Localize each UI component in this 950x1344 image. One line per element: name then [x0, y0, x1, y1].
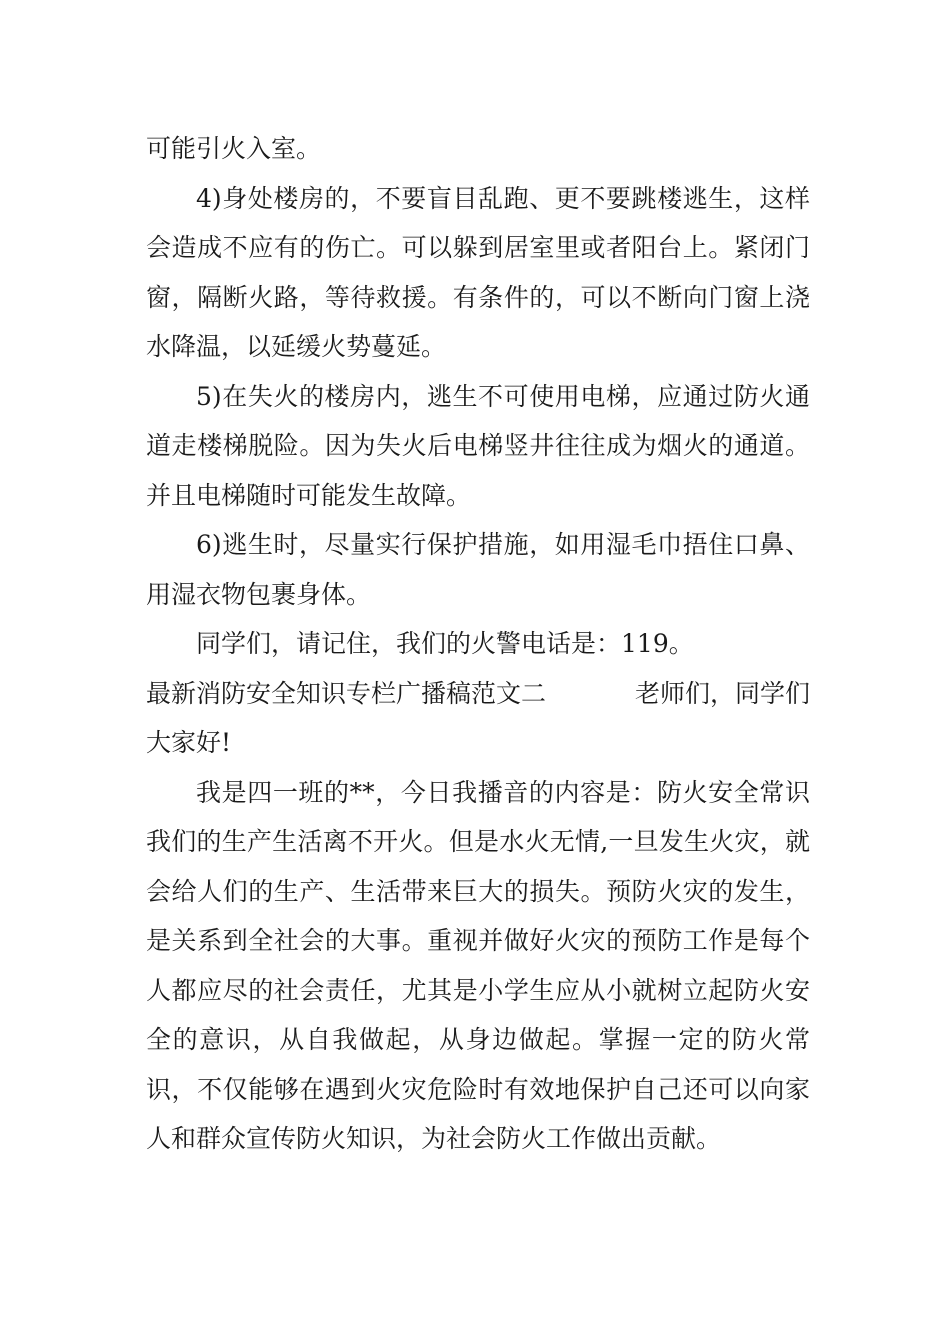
paragraph-continuation: 可能引火入室。: [146, 134, 322, 163]
section-heading-line: [146, 669, 810, 719]
paragraph-fire-phone: 同学们，请记住，我们的火警电话是：119。: [196, 629, 694, 658]
greeting-start: 老师们，同学们: [634, 678, 810, 708]
document-page: [146, 124, 810, 1164]
paragraph-item-4: 4)身处楼房的，不要盲目乱跑、更不要跳楼逃生，这样会造成不应有的伤亡。可以躲到居室里或者阳台上。紧闭门窗，隔断火路，等待救援。有条件的，可以不断向门窗上浇水降温，以延缓火势蔓延。: [146, 183, 810, 361]
greeting-end: 大家好!: [146, 728, 232, 757]
paragraph-item-5: 5)在失火的楼房内，逃生不可使用电梯，应通过防火通道走楼梯脱险。因为失火后电梯竖井往往成为烟火的通道。并且电梯随时可能发生故障。: [146, 381, 810, 510]
section-title: 最新消防安全知识专栏广播稿范文二: [146, 678, 547, 708]
paragraph-broadcast-body: 我是四一班的**，今日我播音的内容是：防火安全常识我们的生产生活离不开火。但是水火无情,一旦发生火灾，就会给人们的生产、生活带来巨大的损失。预防火灾的发生，是关系到全社会的大事。重视并做好火灾的预防工作是每个人都应尽的社会责任，尤其是小学生应从小就树立起防火安全的意识，从自我做起，从身边做起。掌握一定的防火常识，不仅能够在遇到火灾危险时有效地保护自己还可以向家人和群众宣传防火知识，为社会防火工作做出贡献。: [146, 777, 810, 1153]
paragraph-item-6: 6)逃生时，尽量实行保护措施，如用湿毛巾捂住口鼻、用湿衣物包裹身体。: [146, 530, 810, 609]
